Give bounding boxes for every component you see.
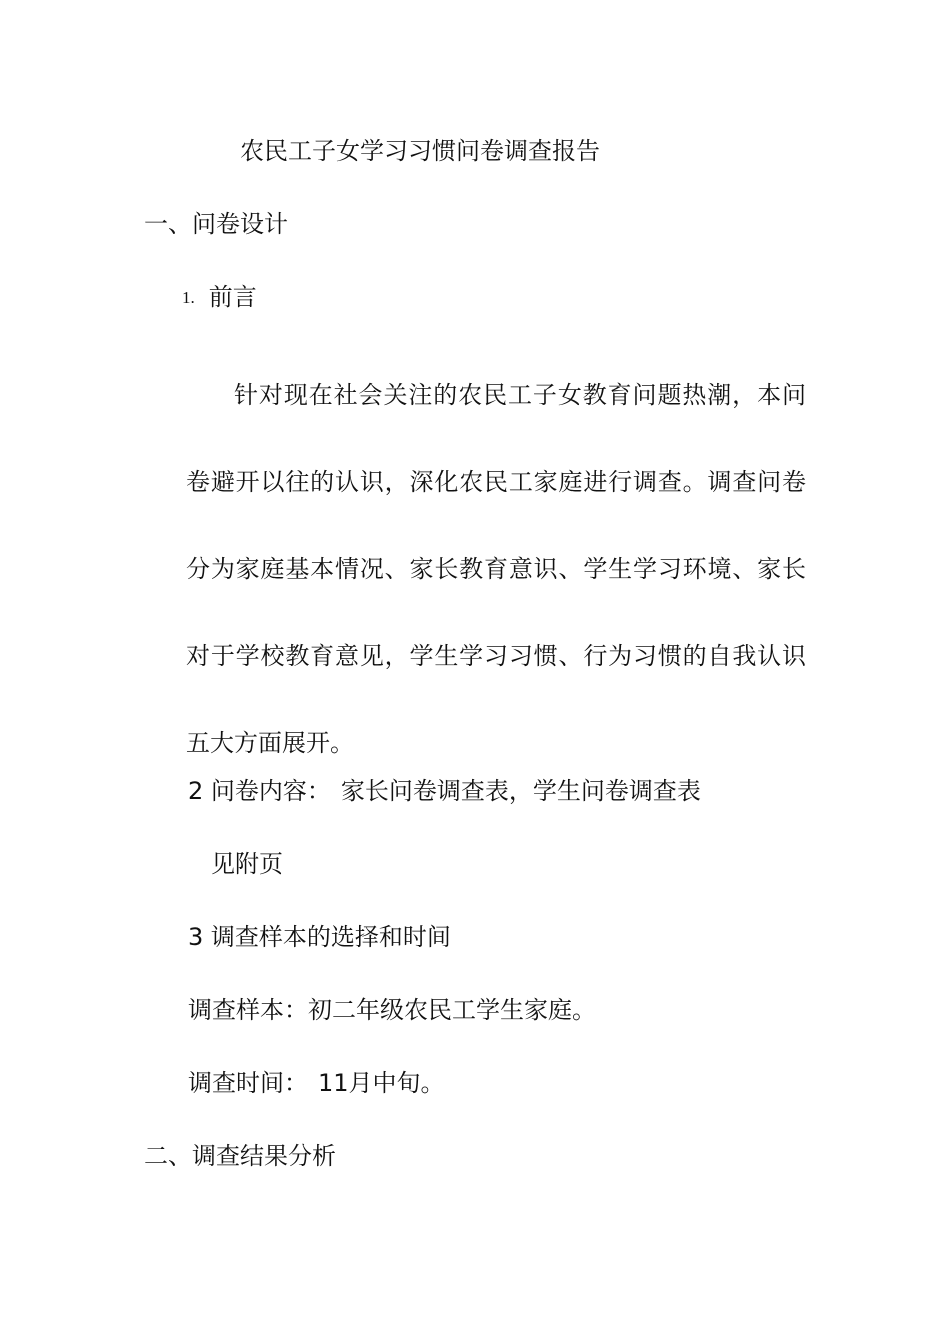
preface-paragraph: 针对现在社会关注的农民工子女教育问题热潮，本问卷避开以往的认识，深化农民工家庭进行调查。调查问卷分为家庭基本情况、家长教育意识、学生学习环境、家长对于学校教育意见，学生学习习惯、行为习惯的自我认识五大方面展开。 <box>186 381 806 757</box>
document-title: 农民工子女学习习惯问卷调查报告 <box>240 137 600 165</box>
subsection-1-title: 前言 <box>208 283 257 311</box>
appendix-note: 见附页 <box>211 850 283 878</box>
subsection-1-number: 1. <box>182 288 195 307</box>
survey-sample-label: 调查样本： <box>188 996 308 1024</box>
survey-time-line <box>188 1067 445 1099</box>
survey-time-label: 调查时间： <box>188 1069 308 1097</box>
survey-time-value: 11月中旬。 <box>318 1069 445 1097</box>
subsection-1-heading <box>182 281 257 316</box>
questionnaire-content-line <box>188 775 701 807</box>
section-heading-1: 一、问卷设计 <box>144 210 288 238</box>
survey-sample-line <box>188 994 596 1026</box>
section-heading-2: 二、调查结果分析 <box>144 1142 336 1170</box>
survey-sample-value: 初二年级农民工学生家庭。 <box>308 996 596 1024</box>
questionnaire-content-value: 家长问卷调查表，学生问卷调查表 <box>340 777 701 805</box>
subsection-3-heading: 3 调查样本的选择和时间 <box>188 923 451 951</box>
questionnaire-content-label: 2 问卷内容： <box>188 777 331 805</box>
